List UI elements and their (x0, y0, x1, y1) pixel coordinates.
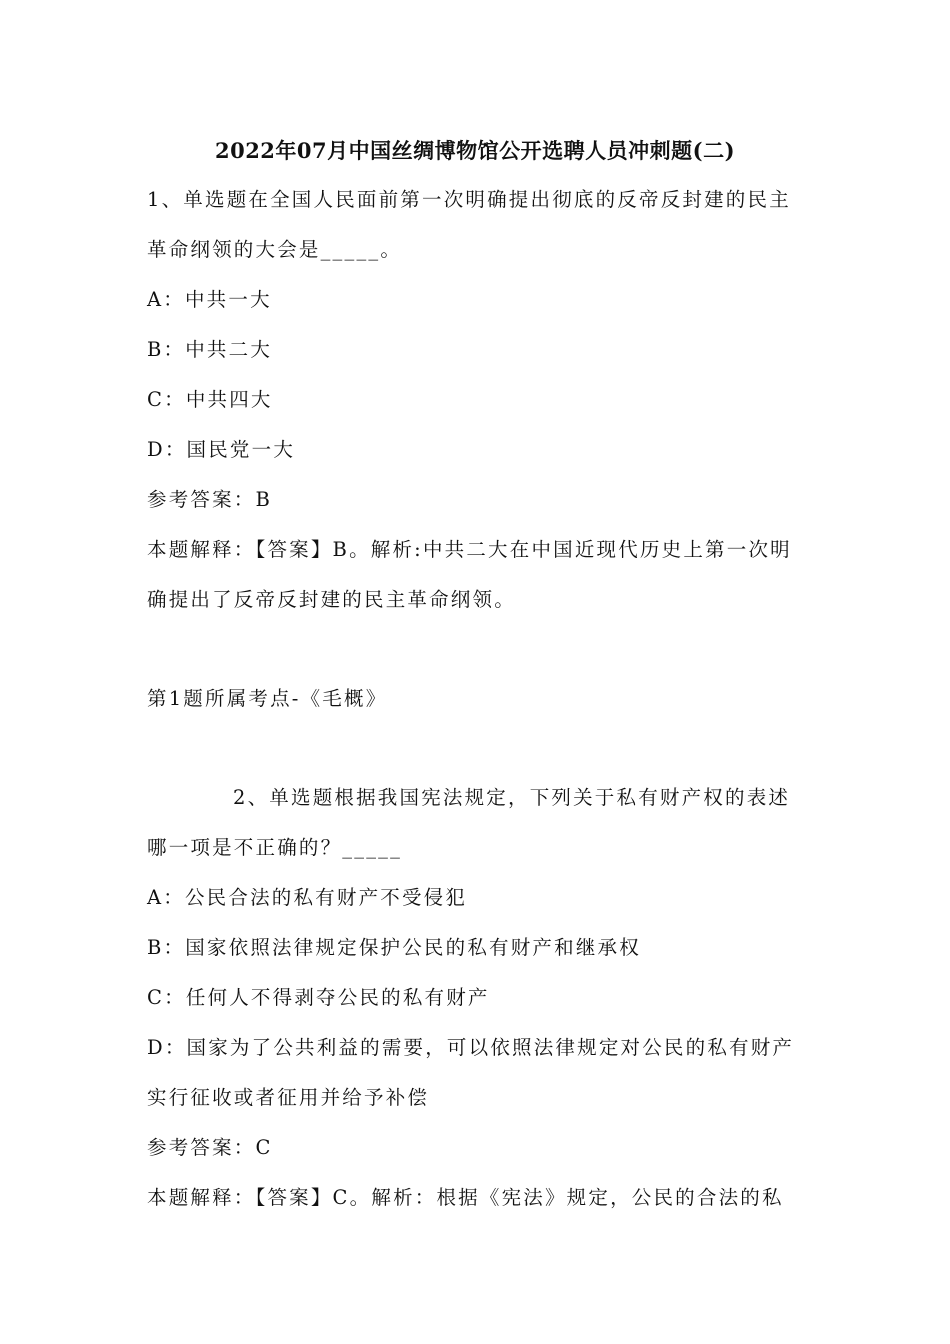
q1-stem-line2: 革命纲领的大会是_____。 (147, 238, 403, 261)
q1-explanation-line2: 确提出了反帝反封建的民主革命纲领。 (147, 588, 516, 611)
q1-answer: 参考答案：B (147, 488, 273, 511)
q2-answer: 参考答案：C (147, 1136, 273, 1159)
q2-option-d-line1: D：国家为了公共利益的需要，可以依照法律规定对公民的私有财产 (147, 1036, 795, 1059)
q1-option-c: C：中共四大 (147, 388, 273, 411)
q1-option-d: D：国民党一大 (147, 438, 296, 461)
q2-stem-line2: 哪一项是不正确的？_____ (147, 836, 403, 859)
q2-explanation-line1: 本题解释：【答案】C。解析：根据《宪法》规定，公民的合法的私 (147, 1186, 784, 1209)
q2-stem-line1: 2、单选题根据我国宪法规定，下列关于私有财产权的表述 (233, 786, 791, 809)
q1-explanation-line1: 本题解释：【答案】B。解析:中共二大在中国近现代历史上第一次明 (147, 538, 792, 561)
q1-option-a: A：中共一大 (147, 288, 272, 311)
q2-option-a: A：公民合法的私有财产不受侵犯 (147, 886, 468, 909)
q2-option-c: C：任何人不得剥夺公民的私有财产 (147, 986, 490, 1009)
q1-topic: 第1题所属考点-《毛概》 (147, 687, 388, 710)
document-title: 2022年07月中国丝绸博物馆公开选聘人员冲刺题(二) (214, 138, 736, 163)
q2-option-d-line2: 实行征收或者征用并给予补偿 (147, 1086, 430, 1109)
q2-option-b: B：国家依照法律规定保护公民的私有财产和继承权 (147, 936, 641, 959)
q1-option-b: B：中共二大 (147, 338, 273, 361)
q1-stem-line1: 1、单选题在全国人民面前第一次明确提出彻底的反帝反封建的民主 (147, 188, 791, 211)
